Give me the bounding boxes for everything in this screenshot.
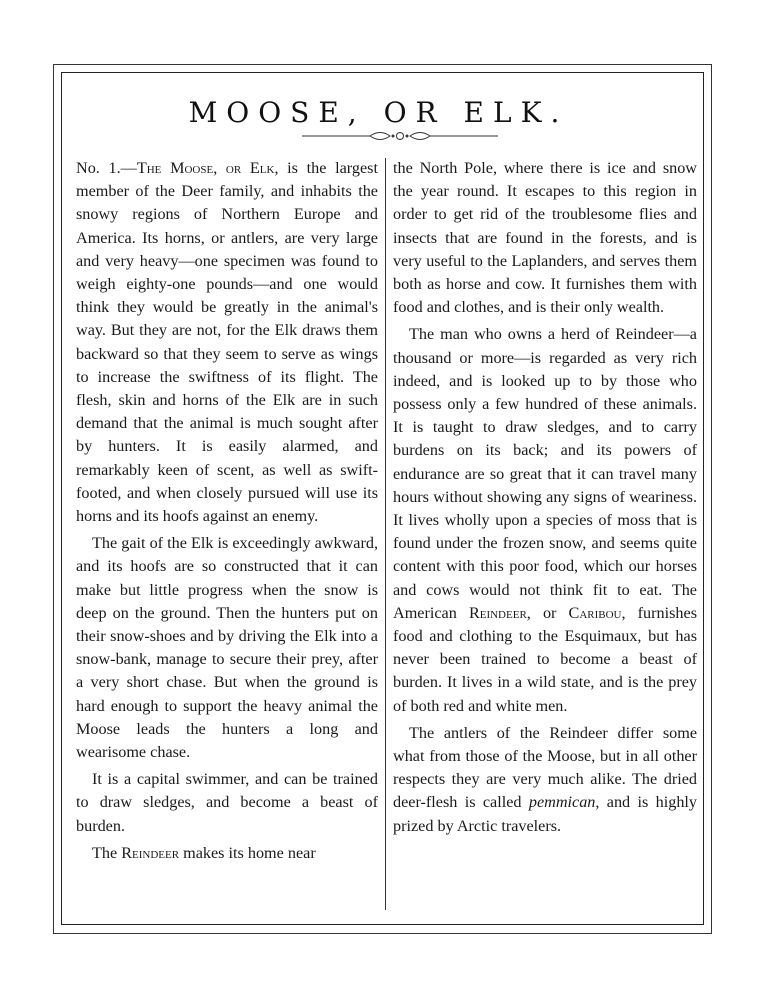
right-column — [393, 157, 697, 842]
paragraph: the North Pole, where there is ice and snow the year round. It escapes to this region in order to get rid of the troublesome flies and insects that are found in the forests, and is very useful to the Laplanders, and serves them both as horse and cow. It furnishes them with food and clothes, and is their only wealth. — [393, 159, 697, 317]
paragraph: The gait of the Elk is exceedingly awkward, and its hoofs are so constructed that it can make but little progress when the snow is deep on the ground. Then the hunters put on their snow-shoes and by driving the Elk into a snow-bank, manage to secure their prey, after a very short chase. But when the ground is hard enough to support the heavy animal the Moose leads the hunters a long and wearisome chase. — [76, 534, 378, 762]
paragraph: No. 1.—The Moose, or Elk, is the largest member of the Deer family, and inhabits the snowy regions of Northern Europe and America. Its horns, or antlers, are very large and very heavy—one specimen was found to weigh eighty-one pounds—and one would think they would be greatly in the animal's way. But they are not, for the Elk draws them backward so that they seem to serve as wings to increase the swiftness of its flight. The flesh, skin and horns of the Elk are in such demand that the animal is much sought after by hunters. It is easily alarmed, and remarkably keen of scent, as well as swift-footed, and when closely pursued will use its horns and its hoofs against an enemy. — [76, 159, 378, 526]
paragraph: The antlers of the Reindeer differ some what from those of the Moose, but in all other respects they are very much alike. The dried deer-flesh is called pemmican, and is highly prized by Arctic travelers. — [393, 723, 697, 835]
column-divider — [385, 158, 386, 910]
left-column — [76, 157, 378, 869]
paragraph: The man who owns a herd of Reindeer—a thousand or more—is regarded as very rich indeed, and is looked up to by those who possess only a few hundred of these animals. It is taught to draw sledges, and to carry burdens on its back; and its powers of endurance are so great that it can travel many hours without showing any signs of weariness. It lives wholly upon a species of moss that is found under the frozen snow, and seems quite content with this poor food, which our horses and cows would not think fit to eat. The American Reindeer, or Caribou, furnishes food and clothing to the Esquimaux, but has never been trained to become a beast of burden. It lives in a wild state, and is the prey of both red and white men. — [393, 325, 697, 715]
paragraph: The Reindeer makes its home near — [92, 843, 316, 862]
ornament-divider-icon — [300, 129, 500, 143]
page-title: MOOSE, OR ELK. — [188, 96, 569, 129]
paragraph: It is a capital swimmer, and can be trained to draw sledges, and become a beast of burden. — [76, 770, 378, 835]
